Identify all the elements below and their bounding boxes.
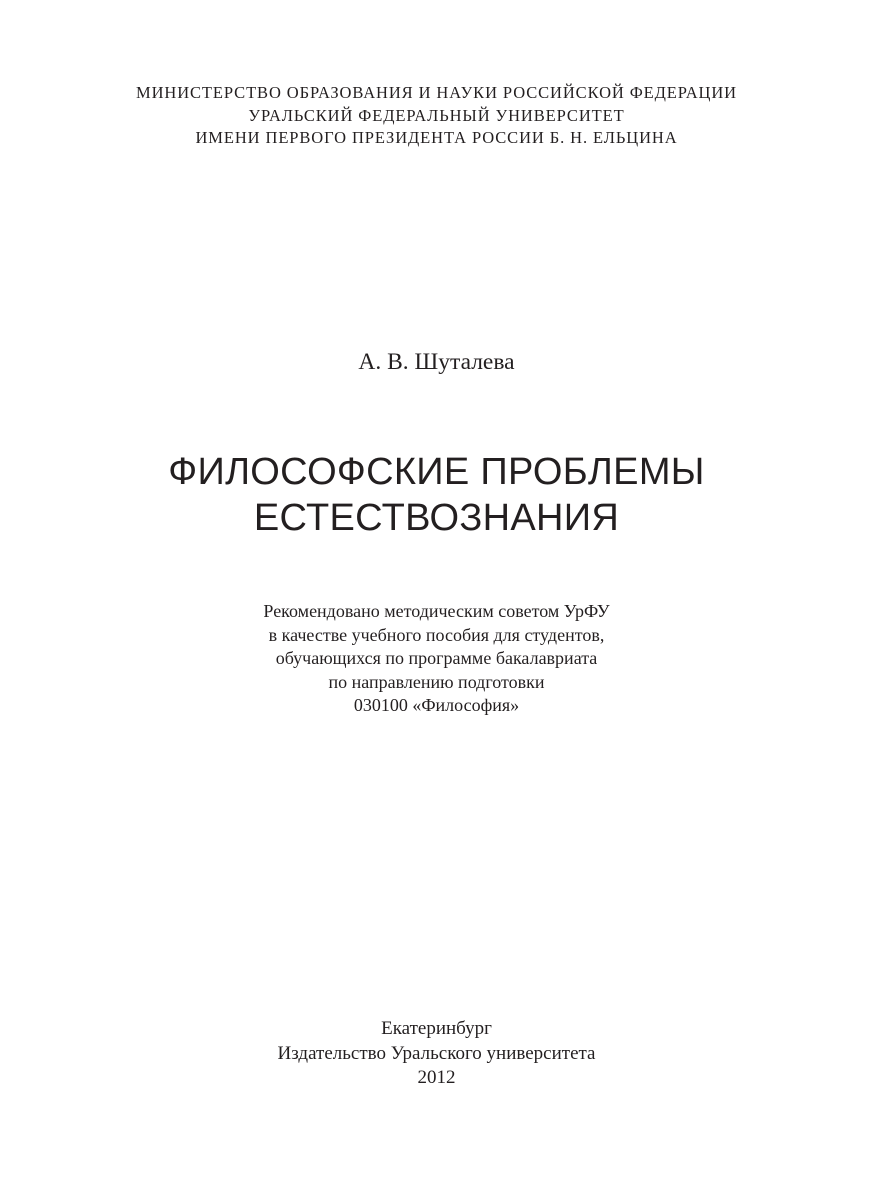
recommendation-line: 030100 «Философия» bbox=[353, 695, 520, 715]
imprint-block bbox=[0, 1017, 873, 1091]
imprint-year: 2012 bbox=[417, 1067, 456, 1088]
book-title-line-1: ФИЛОСОФСКИЕ ПРОБЛЕМЫ bbox=[168, 451, 705, 493]
institution-header bbox=[0, 82, 873, 150]
recommendation-line: в качестве учебного пособия для студентов, bbox=[268, 624, 605, 645]
recommendation-line: по направлению подготовки bbox=[328, 671, 545, 692]
imprint-publisher: Издательство Уральского университета bbox=[277, 1042, 596, 1064]
imprint-city: Екатеринбург bbox=[381, 1018, 492, 1039]
university-name-line: ИМЕНИ ПЕРВОГО ПРЕЗИДЕНТА РОССИИ Б. Н. ЕЛЬЦИНА bbox=[195, 128, 678, 147]
ministry-line: МИНИСТЕРСТВО ОБРАЗОВАНИЯ И НАУКИ РОССИЙСКОЙ ФЕДЕРАЦИИ bbox=[136, 83, 737, 102]
recommendation-line: Рекомендовано методическим советом УрФУ bbox=[263, 601, 610, 621]
recommendation-block bbox=[0, 600, 873, 718]
recommendation-line: обучающихся по программе бакалавриата bbox=[275, 648, 598, 668]
book-title bbox=[0, 449, 873, 541]
university-line: УРАЛЬСКИЙ ФЕДЕРАЛЬНЫЙ УНИВЕРСИТЕТ bbox=[248, 105, 625, 125]
author-name: А. В. Шуталева bbox=[358, 349, 515, 375]
book-title-line-2: ЕСТЕСТВОЗНАНИЯ bbox=[253, 497, 620, 539]
